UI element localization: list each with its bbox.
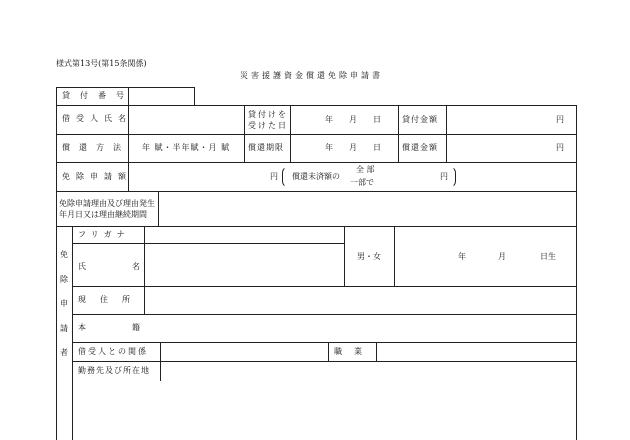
repayment-amount-unit: 円	[556, 143, 564, 152]
applicant-side-char-5: 者	[60, 348, 68, 357]
unpaid-label: 償還未済額の	[292, 172, 340, 181]
loan-date-day: 日	[373, 115, 381, 124]
repayment-period-year: 年	[325, 143, 333, 152]
applicant-side-char-2: 除	[60, 275, 68, 284]
relation-field[interactable]	[161, 343, 327, 360]
occupation-field[interactable]	[377, 343, 575, 360]
borrower-name-field[interactable]	[129, 106, 243, 133]
furigana-label: フリガナ	[78, 230, 130, 239]
exemption-amount-unit: 円	[270, 172, 278, 181]
loan-date-label: 貸付けを 受けた日	[248, 110, 288, 130]
exemption-reason-label: 免除申請理由及び理由発生 年月日又は理由継続期間	[59, 199, 155, 219]
name-field[interactable]	[145, 244, 343, 285]
birth-day: 日生	[540, 252, 556, 261]
workplace-field[interactable]	[161, 362, 575, 380]
domicile-label-a: 本	[78, 323, 86, 332]
birth-month: 月	[498, 252, 506, 261]
repayment-method-label: 償還方法	[62, 143, 130, 152]
address-field[interactable]	[145, 287, 575, 313]
loan-number-field[interactable]	[129, 88, 193, 104]
repayment-period-label: 償還期限	[248, 143, 284, 152]
exemption-reason-field[interactable]	[159, 192, 575, 225]
loan-date-year: 年	[325, 115, 333, 124]
unpaid-partial: 一部で	[350, 178, 374, 187]
occupation-label: 職業	[334, 347, 374, 356]
repayment-method-value: 年 賦・半年賦・月 賦	[142, 143, 231, 152]
birth-year: 年	[458, 252, 466, 261]
document-title: 災害援護資金償還免除申請書	[240, 71, 383, 80]
gender-options[interactable]: 男・女	[357, 252, 381, 261]
domicile-label-b: 籍	[132, 323, 140, 332]
unpaid-unit: 円	[440, 172, 448, 181]
exemption-amount-label: 免除申請額	[62, 172, 132, 181]
domicile-field[interactable]	[145, 315, 575, 341]
name-label-b: 名	[132, 262, 140, 271]
loan-amount-unit: 円	[556, 115, 564, 124]
name-label-a: 氏	[78, 262, 86, 271]
borrower-name-label: 借受人氏名	[62, 114, 132, 123]
workplace-label: 勤務先及び所在地	[78, 366, 150, 375]
repayment-period-day: 日	[373, 143, 381, 152]
applicant-side-char-4: 請	[60, 324, 68, 333]
applicant-side-char-3: 申	[60, 299, 68, 308]
applicant-side-char-1: 免	[60, 250, 68, 259]
relation-label: 借受人との関係	[78, 347, 148, 356]
unpaid-all: 全 部	[356, 165, 375, 174]
form-number: 様式第13号(第15条関係)	[56, 59, 147, 68]
loan-number-label: 貸付番号	[62, 91, 134, 100]
loan-amount-label: 貸付金額	[402, 115, 438, 124]
loan-date-month: 月	[349, 115, 357, 124]
repayment-period-month: 月	[349, 143, 357, 152]
repayment-amount-label: 償還金額	[402, 143, 438, 152]
address-label: 現住所	[78, 295, 144, 304]
furigana-field[interactable]	[145, 227, 343, 242]
